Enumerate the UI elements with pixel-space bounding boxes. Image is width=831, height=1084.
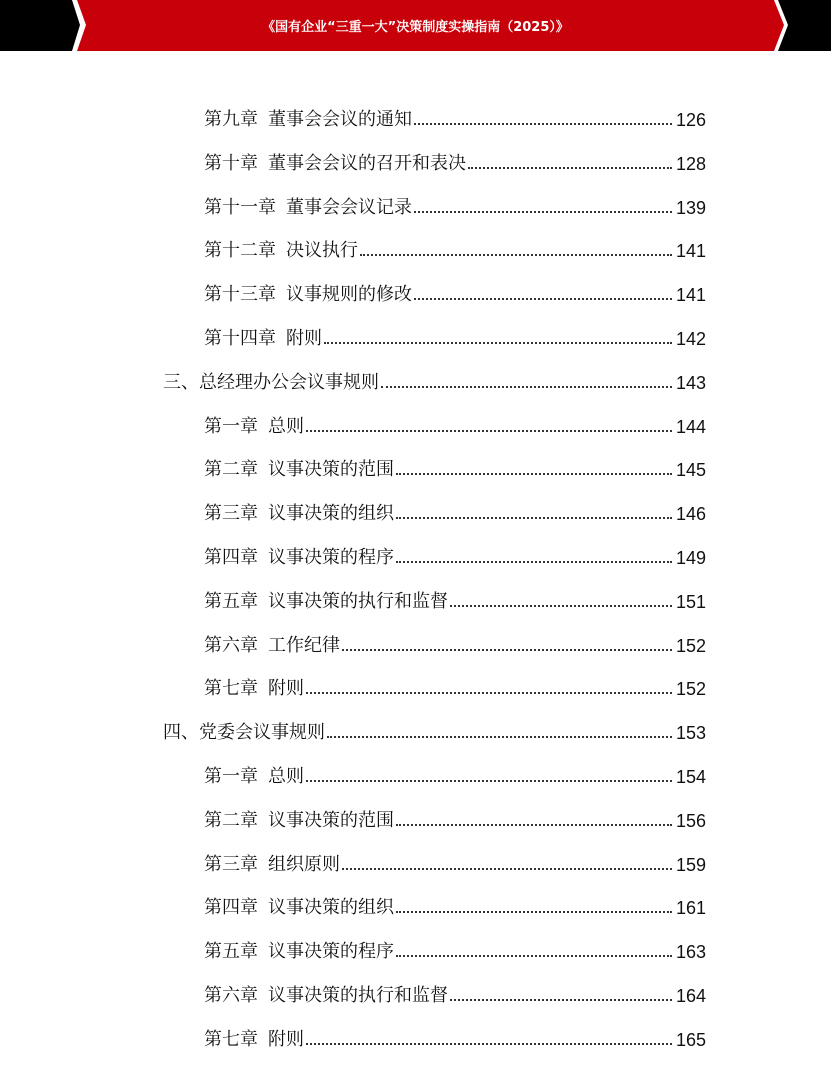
toc-entry-number: 第七章	[204, 1028, 258, 1050]
toc-entry-number: 第二章	[204, 459, 258, 481]
toc-entry-title: 附则	[286, 328, 322, 349]
toc-entry-number: 第五章	[204, 941, 258, 963]
toc-entry-page-number: 141	[675, 285, 706, 306]
toc-entry-page-number: 141	[675, 241, 706, 262]
toc-entry-page-number: 159	[675, 854, 706, 875]
toc-leader-dots	[324, 342, 672, 344]
toc-entry-title: 议事决策的范围	[268, 459, 394, 481]
toc-entry-label	[204, 587, 448, 613]
toc-entry-number: 第十三章	[204, 284, 276, 306]
toc-entry[interactable]	[204, 846, 706, 876]
toc-entry[interactable]	[204, 583, 706, 613]
toc-entry-label	[204, 674, 304, 700]
toc-entry-number: 第三章	[204, 853, 258, 875]
toc-leader-dots	[450, 605, 672, 607]
toc-entry-page-number: 149	[675, 548, 706, 568]
toc-entry-number: 三、	[163, 371, 199, 393]
toc-entry[interactable]	[204, 539, 706, 569]
toc-entry-title: 议事决策的程序	[268, 941, 394, 963]
toc-entry[interactable]	[204, 101, 706, 131]
toc-entry[interactable]	[204, 189, 706, 219]
toc-leader-dots	[306, 780, 672, 782]
toc-entry-title: 议事决策的组织	[268, 503, 394, 525]
toc-entry-number: 第十四章	[204, 328, 276, 349]
toc-entry-page-number: 142	[675, 329, 706, 349]
toc-entry-number: 第十一章	[204, 196, 276, 218]
toc-leader-dots	[342, 649, 672, 651]
toc-leader-dots	[360, 254, 672, 256]
toc-entry[interactable]	[204, 451, 706, 481]
toc-entry-label	[204, 762, 304, 788]
toc-entry-page-number: 163	[675, 942, 706, 963]
toc-entry-page-number: 152	[675, 679, 706, 700]
toc-entry-title: 党委会议事规则	[199, 722, 325, 744]
toc-entry[interactable]	[204, 889, 706, 919]
toc-entry-label	[204, 543, 394, 569]
toc-entry-label	[204, 236, 358, 262]
toc-entry[interactable]	[204, 627, 706, 657]
toc-leader-dots	[396, 517, 672, 519]
toc-entry-title: 附则	[268, 1028, 304, 1050]
toc-leader-dots	[342, 868, 672, 870]
toc-entry-page-number: 139	[675, 197, 706, 218]
toc-entry-number: 第一章	[204, 766, 258, 787]
toc-entry-label	[204, 455, 394, 481]
toc-entry-number: 第四章	[204, 547, 258, 568]
toc-leader-dots	[468, 167, 672, 169]
toc-entry-label	[204, 149, 466, 175]
toc-entry-page-number: 153	[675, 723, 706, 744]
toc-entry-label	[204, 981, 448, 1007]
page-header-banner	[0, 0, 831, 51]
toc-entry-number: 四、	[163, 722, 199, 744]
toc-leader-dots	[396, 955, 672, 957]
toc-entry-label	[204, 850, 340, 876]
toc-entry-title: 总则	[268, 766, 304, 787]
toc-entry-title: 议事决策的执行和监督	[268, 985, 448, 1006]
toc-entry[interactable]	[204, 320, 706, 350]
toc-leader-dots	[414, 211, 672, 213]
toc-entry[interactable]	[204, 145, 706, 175]
toc-entry-number: 第四章	[204, 897, 258, 919]
toc-entry-label	[204, 499, 394, 525]
toc-entry-label	[204, 280, 412, 306]
toc-leader-dots	[396, 561, 672, 563]
toc-entry-number: 第六章	[204, 985, 258, 1006]
toc-entry-label	[204, 1025, 304, 1051]
toc-leader-dots	[381, 386, 672, 388]
toc-entry[interactable]	[163, 714, 706, 744]
toc-entry-title: 附则	[268, 678, 304, 700]
header-title: 《国有企业“三重一大”决策制度实操指南（2025）》	[262, 20, 569, 35]
toc-entry-number: 第五章	[204, 590, 258, 612]
toc-entry-label	[163, 368, 379, 394]
toc-entry[interactable]	[204, 977, 706, 1007]
toc-leader-dots	[306, 692, 672, 694]
toc-leader-dots	[306, 1043, 672, 1045]
toc-entry-number: 第九章	[204, 109, 258, 130]
toc-entry[interactable]	[204, 670, 706, 700]
toc-entry-label	[204, 937, 394, 963]
toc-entry[interactable]	[204, 933, 706, 963]
toc-entry-number: 第二章	[204, 809, 258, 831]
toc-leader-dots	[306, 430, 672, 432]
toc-entry-page-number: 126	[675, 110, 706, 130]
toc-entry-title: 决议执行	[286, 240, 358, 262]
toc-entry-label	[204, 105, 412, 131]
toc-entry-number: 第十章	[204, 152, 258, 174]
toc-entry-title: 董事会会议的通知	[268, 109, 412, 130]
toc-entry-title: 组织原则	[268, 853, 340, 875]
toc-entry-page-number: 165	[675, 1029, 706, 1050]
toc-entry-title: 议事决策的范围	[268, 809, 394, 831]
toc-entry-page-number: 161	[675, 898, 706, 919]
toc-entry-title: 工作纪律	[268, 634, 340, 656]
toc-entry-number: 第十二章	[204, 240, 276, 262]
toc-entry-title: 董事会会议的召开和表决	[268, 152, 466, 174]
toc-entry-title: 总经理办公会议事规则	[199, 371, 379, 393]
toc-entry[interactable]	[204, 802, 706, 832]
toc-entry-number: 第三章	[204, 503, 258, 525]
toc-entry-label	[204, 412, 304, 438]
toc-entry-title: 议事决策的程序	[268, 547, 394, 568]
toc-entry-page-number: 146	[675, 504, 706, 525]
toc-entry-page-number: 154	[675, 767, 706, 787]
toc-entry-page-number: 156	[675, 810, 706, 831]
toc-entry-page-number: 143	[675, 372, 706, 393]
toc-entry-label	[204, 806, 394, 832]
toc-entry-number: 第六章	[204, 634, 258, 656]
toc-entry-page-number: 145	[675, 460, 706, 481]
toc-entry[interactable]	[204, 232, 706, 262]
toc-entry-page-number: 152	[675, 635, 706, 656]
toc-entry-title: 议事规则的修改	[286, 284, 412, 306]
toc-entry-title: 议事决策的执行和监督	[268, 590, 448, 612]
toc-entry-label	[204, 893, 394, 919]
toc-entry-label	[204, 324, 322, 350]
toc-entry-page-number: 128	[675, 153, 706, 174]
toc-entry-title: 议事决策的组织	[268, 897, 394, 919]
toc-entry-title: 总则	[268, 415, 304, 437]
toc-entry[interactable]	[204, 408, 706, 438]
toc-entry-label	[204, 631, 340, 657]
toc-leader-dots	[327, 736, 672, 738]
toc-leader-dots	[414, 123, 672, 125]
toc-entry-label	[204, 193, 412, 219]
toc-leader-dots	[396, 911, 672, 913]
toc-entry-label	[163, 718, 325, 744]
toc-leader-dots	[450, 999, 672, 1001]
toc-entry[interactable]	[204, 495, 706, 525]
toc-leader-dots	[396, 824, 672, 826]
toc-entry[interactable]	[204, 758, 706, 788]
toc-leader-dots	[396, 473, 672, 475]
toc-entry-number: 第一章	[204, 415, 258, 437]
toc-leader-dots	[414, 298, 672, 300]
toc-entry-page-number: 164	[675, 986, 706, 1006]
toc-entry-page-number: 151	[675, 591, 706, 612]
toc-entry[interactable]	[204, 276, 706, 306]
toc-entry-page-number: 144	[675, 416, 706, 437]
toc-entry-title: 董事会会议记录	[286, 196, 412, 218]
toc-entry-number: 第七章	[204, 678, 258, 700]
toc-entry[interactable]	[163, 364, 706, 394]
toc-entry[interactable]	[204, 1021, 706, 1051]
